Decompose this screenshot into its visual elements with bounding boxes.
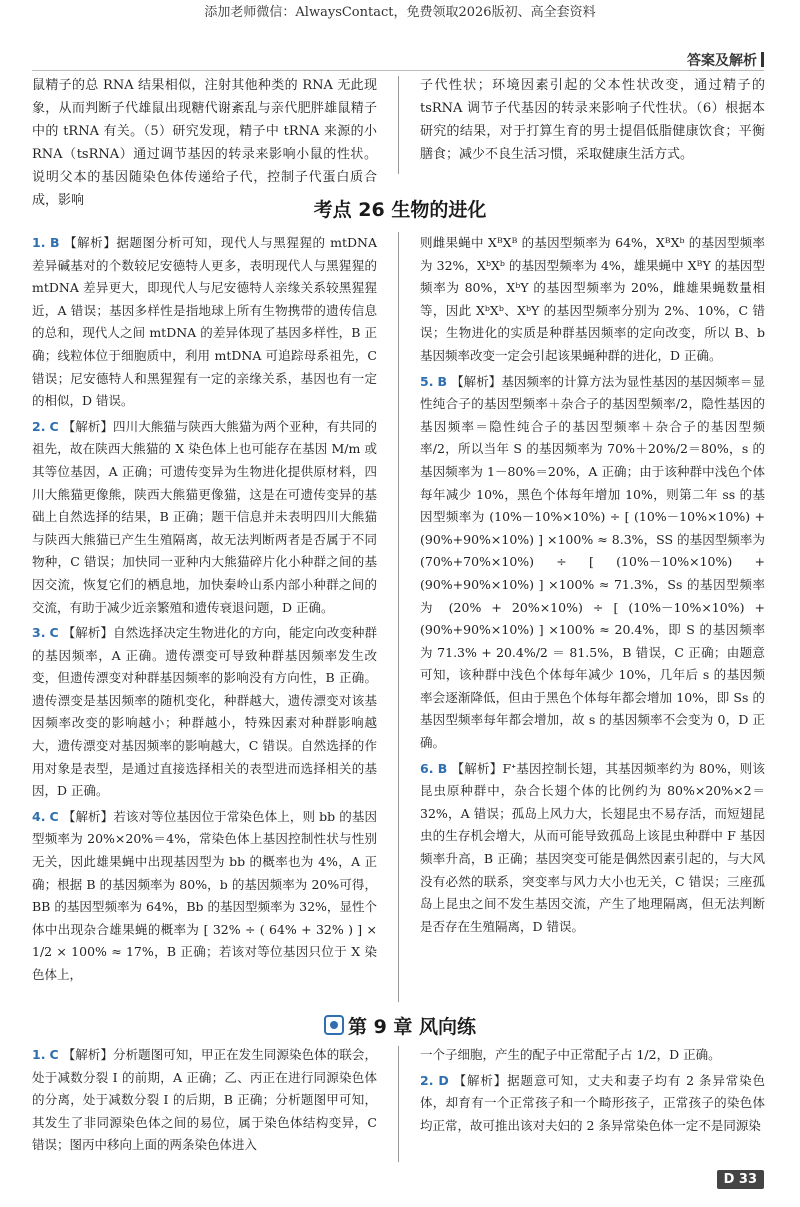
- item-text: 【解析】据题意可知，丈夫和妻子均有 2 条异常染色体，却育有一个正常孩子和一个畸形孩子，正常孩子的染色体均正常，故可推出该对夫妇的 2 条异常染色体一定不是同源染: [420, 1072, 765, 1133]
- page-number: D 33: [717, 1170, 764, 1189]
- column-divider: [398, 76, 399, 174]
- item-answer: C: [49, 625, 59, 641]
- item-text: 【解析】分析题图可知，甲正在发生同源染色体的联会，处于减数分裂 Ⅰ 的前期，A 正确；乙、丙正在进行同源染色体的分离，处于减数分裂 Ⅰ 的后期，B 正确；分析题图甲可知，其发生了非同源染色体之间的易位，属于染色体结构变异，C 错误；图丙中移向上面的两条染色体进入: [32, 1047, 377, 1153]
- item-text: 【解析】据题图分析可知，现代人与黑猩猩的 mtDNA 差异碱基对的个数较尼安德特人更多，表明现代人与黑猩猩的 mtDNA 差异更大，即现代人与尼安德特人亲缘关系较黑猩猩近，A 错误；基因多样性是指地球上所有生物携带的遗传信息的总和，现代人之间 mtDNA 的差异体现了基因多样性，B 正确；线粒体位于细胞质中，利用 mtDNA 可追踪母系祖先，C 错误；尼安德特人和黑猩猩有一定的亲缘关系，基因也有一定的相似，D 错误。: [32, 235, 378, 409]
- item-number: 6.: [420, 760, 434, 776]
- chapter-title: 第 9 章 风向练: [0, 1012, 800, 1039]
- answer-item-4: [32, 806, 377, 987]
- item-text: 【解析】自然选择决定生物进化的方向，能定向改变种群的基因频率，A 正确。遗传漂变可导致种群基因频率发生改变，但遗传漂变对种群基因频率的影响没有方向性，B 正确。遗传漂变是基因频率的随机变化，种群越大，遗传漂变对该基因频率改变的影响越小；种群越小，特殊因素对种群影响越大，遗传漂变对基因频率的影响越大，C 错误。自然选择的作用对象是表型，是通过直接选择相关的表型进而选择相关的基因，D 正确。: [32, 625, 377, 799]
- item-number: 2.: [32, 418, 46, 434]
- header-bar: [761, 52, 764, 67]
- chapter-item-2: [420, 1070, 765, 1138]
- item-text: 【解析】基因频率的计算方法为显性基因的基因频率＝显性纯合子的基因型频率＋杂合子的基因型频率/2，隐性基因的基因频率＝隐性纯合子的基因型频率＋杂合子的基因型频率/2，所以当年 S 的基因频率为 70%＋20%/2＝80%，s 的基因频率为 1－80%＝20%，A 正确；由于该种群中浅色个体每年减少 10%，黑色个体每年增加 10%，则第二年 ss 的基因型频率为 (10%－10%×10%) ÷ [ (10%－10%×10%) + (90%+90%×10%) ] ×100% ≈ 8.3%，SS 的基因型频率为 (70%+70%×10%) ÷ [ (10%－10%×10%) + (90%+90%×10%) ] ×100% ≈ 71.3%，Ss 的基因型频率为 (20% + 20%×10%) ÷ [ (10%－10%×10%) + (90%+90%×10%) ] ×100% ≈ 20.4%，即 S 的基因频率为 71.3% + 20.4%/2 ＝ 81.5%，B 错误，C 正确；由题意可知，该种群中浅色个体每年减少 10%，几年后 s 的基因频率会逐渐降低，但由于黑色个体每年都会增加 10%，即 Ss 的基因型频率每年都会增加，故 s 的基因频率不会变为 0，D 正确。: [420, 373, 765, 751]
- item-answer: C: [49, 1047, 59, 1062]
- item-answer: B: [50, 235, 60, 250]
- answer-item-6: [420, 758, 765, 939]
- section-title: 考点 26 生物的进化: [313, 199, 487, 221]
- item-number: 5.: [420, 373, 434, 389]
- answer-item-2: [32, 416, 377, 619]
- item-number: 1.: [32, 235, 46, 250]
- item-answer: B: [437, 760, 448, 776]
- chapter-icon: [324, 1015, 344, 1035]
- item-text: 则雌果蝇中 XᴮXᴮ 的基因型频率为 64%，XᴮXᵇ 的基因型频率为 32%，XᵇXᵇ 的基因型频率为 4%，雄果蝇中 XᴮY 的基因型频率为 80%，XᵇY 的基因型频率为 20%，雌雄果蝇数量相等，因此 XᵇXᵇ、XᵇY 的基因型频率分别为 2%、10%，C 错误；生物进化的实质是种群基因频率的定向改变，所以 B、b 基因频率改变一定会引起该果蝇种群的进化，D 正确。: [420, 235, 765, 363]
- answer-item-3: [32, 622, 377, 803]
- top-left-paragraph: 鼠精子的总 RNA 结果相似，注射其他种类的 RNA 无此现象，从而判断子代雄鼠出现糖代谢紊乱与亲代肥胖雄鼠精子中的 tRNA 有关。（5）研究发现，精子中 tRNA 来源的小 RNA（tsRNA）通过调节基因的转录来影响小鼠的性状。说明父本的基因随染色体传递给子代，控制子代蛋白质合成，影响: [32, 78, 377, 208]
- answer-item-1: [32, 232, 377, 413]
- top-right-paragraph: 子代性状；环境因素引起的父本性状改变，通过精子的 tsRNA 调节子代基因的转录来影响子代性状。（6）根据本研究的结果，对于打算生育的男士提倡低脂健康饮食；平衡膳食；减少不良生活习惯，采取健康生活方式。: [420, 78, 765, 162]
- column-divider: [398, 1046, 399, 1162]
- header-label: 答案及解析: [687, 50, 764, 70]
- item-text: 【解析】若该对等位基因位于常染色体上，则 bb 的基因型频率为 20%×20%＝4%，常染色体上基因控制性状与性别无关，因此雄果蝇中出现基因型为 bb 的概率也为 4%，A 正确；根据 B 的基因频率为 80%，b 的基因频率为 20%可得，BB 的基因型频率为 64%，Bb 的基因型频率为 32%，显性个体中出现杂合雄果蝇的概率为 [ 32% ÷ ( 64% + 32% ) ] × 1/2 × 100% ≈ 17%，B 正确；若该对等位基因只位于 X 染色体上，: [32, 808, 377, 982]
- chapter-item-1: [32, 1044, 377, 1157]
- item-number: 2.: [420, 1072, 434, 1088]
- top-banner: 添加老师微信：AlwaysContact，免费领取2026版初、高全套资料: [204, 5, 596, 20]
- item-answer: B: [437, 373, 448, 389]
- item-text: 【解析】Fᐩ基因控制长翅，其基因频率约为 80%，则该昆虫原种群中，杂合长翅个体的比例约为 80%×20%×2＝32%，A 错误；孤岛上风力大，长翅昆虫不易存活，而短翅昆虫的生存机会增大，从而可能导致孤岛上该昆虫种群中 F 基因频率升高，B 正确；基因突变可能是偶然因素引起的，与大风没有必然的联系，突变率与风力大小也无关，C 错误；三座孤岛上昆虫之间不发生基因交流，产生了地理隔离，但无法判断是否存在生殖隔离，D 错误。: [420, 760, 765, 934]
- item-answer: D: [438, 1072, 449, 1088]
- answer-item-4-cont: [420, 232, 765, 368]
- left-column: [32, 232, 377, 990]
- item-answer: C: [49, 418, 59, 434]
- chapter-right-column: [420, 1044, 765, 1140]
- column-divider: [398, 232, 399, 1002]
- item-number: 1.: [32, 1047, 46, 1062]
- item-answer: C: [49, 808, 59, 824]
- item-text: 【解析】四川大熊猫与陕西大熊猫为两个亚种，有共同的祖先，故在陕西大熊猫的 X 染色体上也可能存在基因 M/m 或其等位基因，A 正确；可遗传变异为生物进化提供原材料，四川大熊猫更像熊，陕西大熊猫更像猫，这是在可遗传变异的基础上自然选择的结果，B 正确；题干信息并未表明四川大熊猫与陕西大熊猫已产生生殖隔离，故无法判断两者是否属于不同物种，C 错误；加快同一亚种内大熊猫碎片化小种群之间的基因交流，恢复它们的栖息地，加快秦岭山系内部小种群之间的交流，有助于减少近亲繁殖和遗传衰退问题，D 正确。: [32, 418, 377, 615]
- right-column: [420, 232, 765, 941]
- chapter-left-column: [32, 1044, 377, 1160]
- item-number: 3.: [32, 625, 46, 641]
- item-number: 4.: [32, 808, 46, 824]
- header-rule: [32, 70, 764, 71]
- answer-item-5: [420, 371, 765, 755]
- chapter-item-1-cont: 一个子细胞，产生的配子中正常配子占 1/2，D 正确。: [420, 1047, 721, 1062]
